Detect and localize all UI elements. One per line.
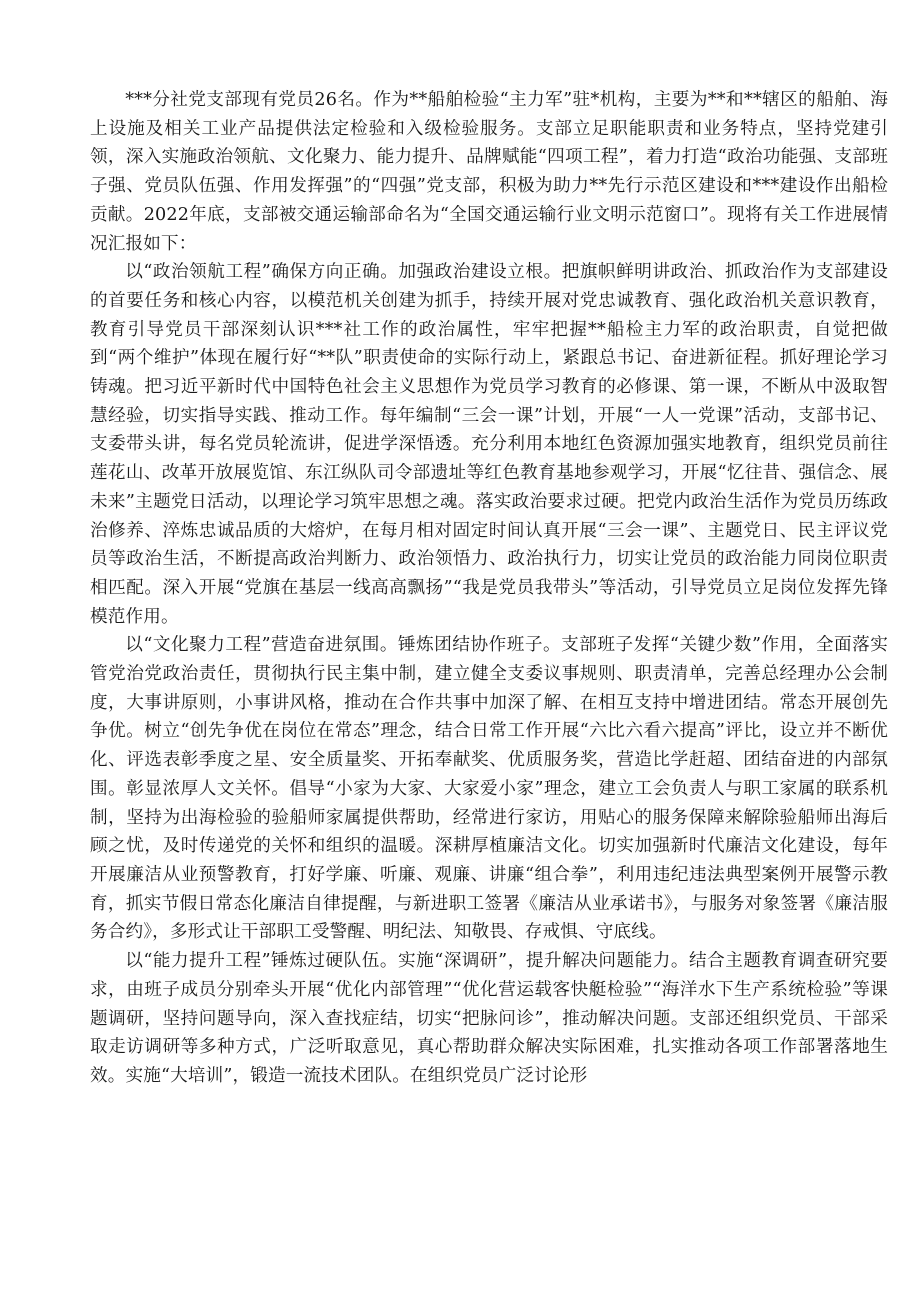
paragraph-intro: ***分社党支部现有党员26名。作为**船舶检验“主力军”驻*机构，主要为**和**辖区的船舶、海上设施及相关工业产品提供法定检验和入级检验服务。支部立足职能职责和业务特点，坚持党建引领，深入实施政治领航、文化聚力、能力提升、品牌赋能“四项工程”，着力打造“政治功能强、支部班子强、党员队伍强、作用发挥强”的“四强”党支部，积极为助力**先行示范区建设和***建设作出船检贡献。2022年底，支部被交通运输部命名为“全国交通运输行业文明示范窗口”。现将有关工作进展情况汇报如下： (90, 90, 888, 254)
document-body (90, 86, 888, 1091)
paragraph-capability-improvement: 以“能力提升工程”锤炼过硬队伍。实施“深调研”，提升解决问题能力。结合主题教育调查研究要求，由班子成员分别牵头开展“优化内部管理”“优化营运载客快艇检验”“海洋水下生产系统检验”等课题调研，坚持问题导向，深入查找症结，切实“把脉问诊”，推动解决问题。支部还组织党员、干部采取走访调研等多种方式，广泛听取意见，真心帮助群众解决实际困难，扎实推动各项工作部署落地生效。实施“大培训”，锻造一流技术团队。在组织党员广泛讨论形 (90, 951, 888, 1086)
paragraph-political-leadership: 以“政治领航工程”确保方向正确。加强政治建设立根。把旗帜鲜明讲政治、抓政治作为支部建设的首要任务和核心内容，以模范机关创建为抓手，持续开展对党忠诚教育、强化政治机关意识教育，教育引导党员干部深刻认识***社工作的政治属性，牢牢把握**船检主力军的政治职责，自觉把做到“两个维护”体现在履行好“**队”职责使命的实际行动上，紧跟总书记、奋进新征程。抓好理论学习铸魂。把习近平新时代中国特色社会主义思想作为党员学习教育的必修课、第一课，不断从中汲取智慧经验，切实指导实践、推动工作。每年编制“三会一课”计划，开展“一人一党课”活动，支部书记、支委带头讲，每名党员轮流讲，促进学深悟透。充分利用本地红色资源加强实地教育，组织党员前往莲花山、改革开放展览馆、东江纵队司令部遗址等红色教育基地参观学习，开展“忆往昔、强信念、展未来”主题党日活动，以理论学习筑牢思想之魂。落实政治要求过硬。把党内政治生活作为党员历练政治修养、淬炼忠诚品质的大熔炉，在每月相对固定时间认真开展“三会一课”、主题党日、民主评议党员等政治生活，不断提高政治判断力、政治领悟力、政治执行力，切实让党员的政治能力同岗位职责相匹配。深入开展“党旗在基层一线高高飘扬”“我是党员我带头”等活动，引导党员立足岗位发挥先锋模范作用。 (90, 262, 888, 627)
paragraph-culture-cohesion: 以“文化聚力工程”营造奋进氛围。锤炼团结协作班子。支部班子发挥“关键少数”作用，全面落实管党治党政治责任，贯彻执行民主集中制，建立健全支委议事规则、职责清单，完善总经理办公会制度，大事讲原则，小事讲风格，推动在合作共事中加深了解、在相互支持中增进团结。常态开展创先争优。树立“创先争优在岗位在常态”理念，结合日常工作开展“六比六看六提高”评比，设立并不断优化、评选表彰季度之星、安全质量奖、开拓奉献奖、优质服务奖，营造比学赶超、团结奋进的内部氛围。彰显浓厚人文关怀。倡导“小家为大家、大家爱小家”理念，建立工会负责人与职工家属的联系机制，坚持为出海检验的验船师家属提供帮助，经常进行家访，用贴心的服务保障来解除验船师出海后顾之忧，及时传递党的关怀和组织的温暖。深耕厚植廉洁文化。切实加强新时代廉洁文化建设，每年开展廉洁从业预警教育，打好学廉、听廉、观廉、讲廉“组合拳”，利用违纪违法典型案例开展警示教育，抓实节假日常态化廉洁自律提醒，与新进职工签署《廉洁从业承诺书》，与服务对象签署《廉洁服务合约》，多形式让干部职工受警醒、明纪法、知敬畏、存戒惧、守底线。 (90, 635, 888, 943)
